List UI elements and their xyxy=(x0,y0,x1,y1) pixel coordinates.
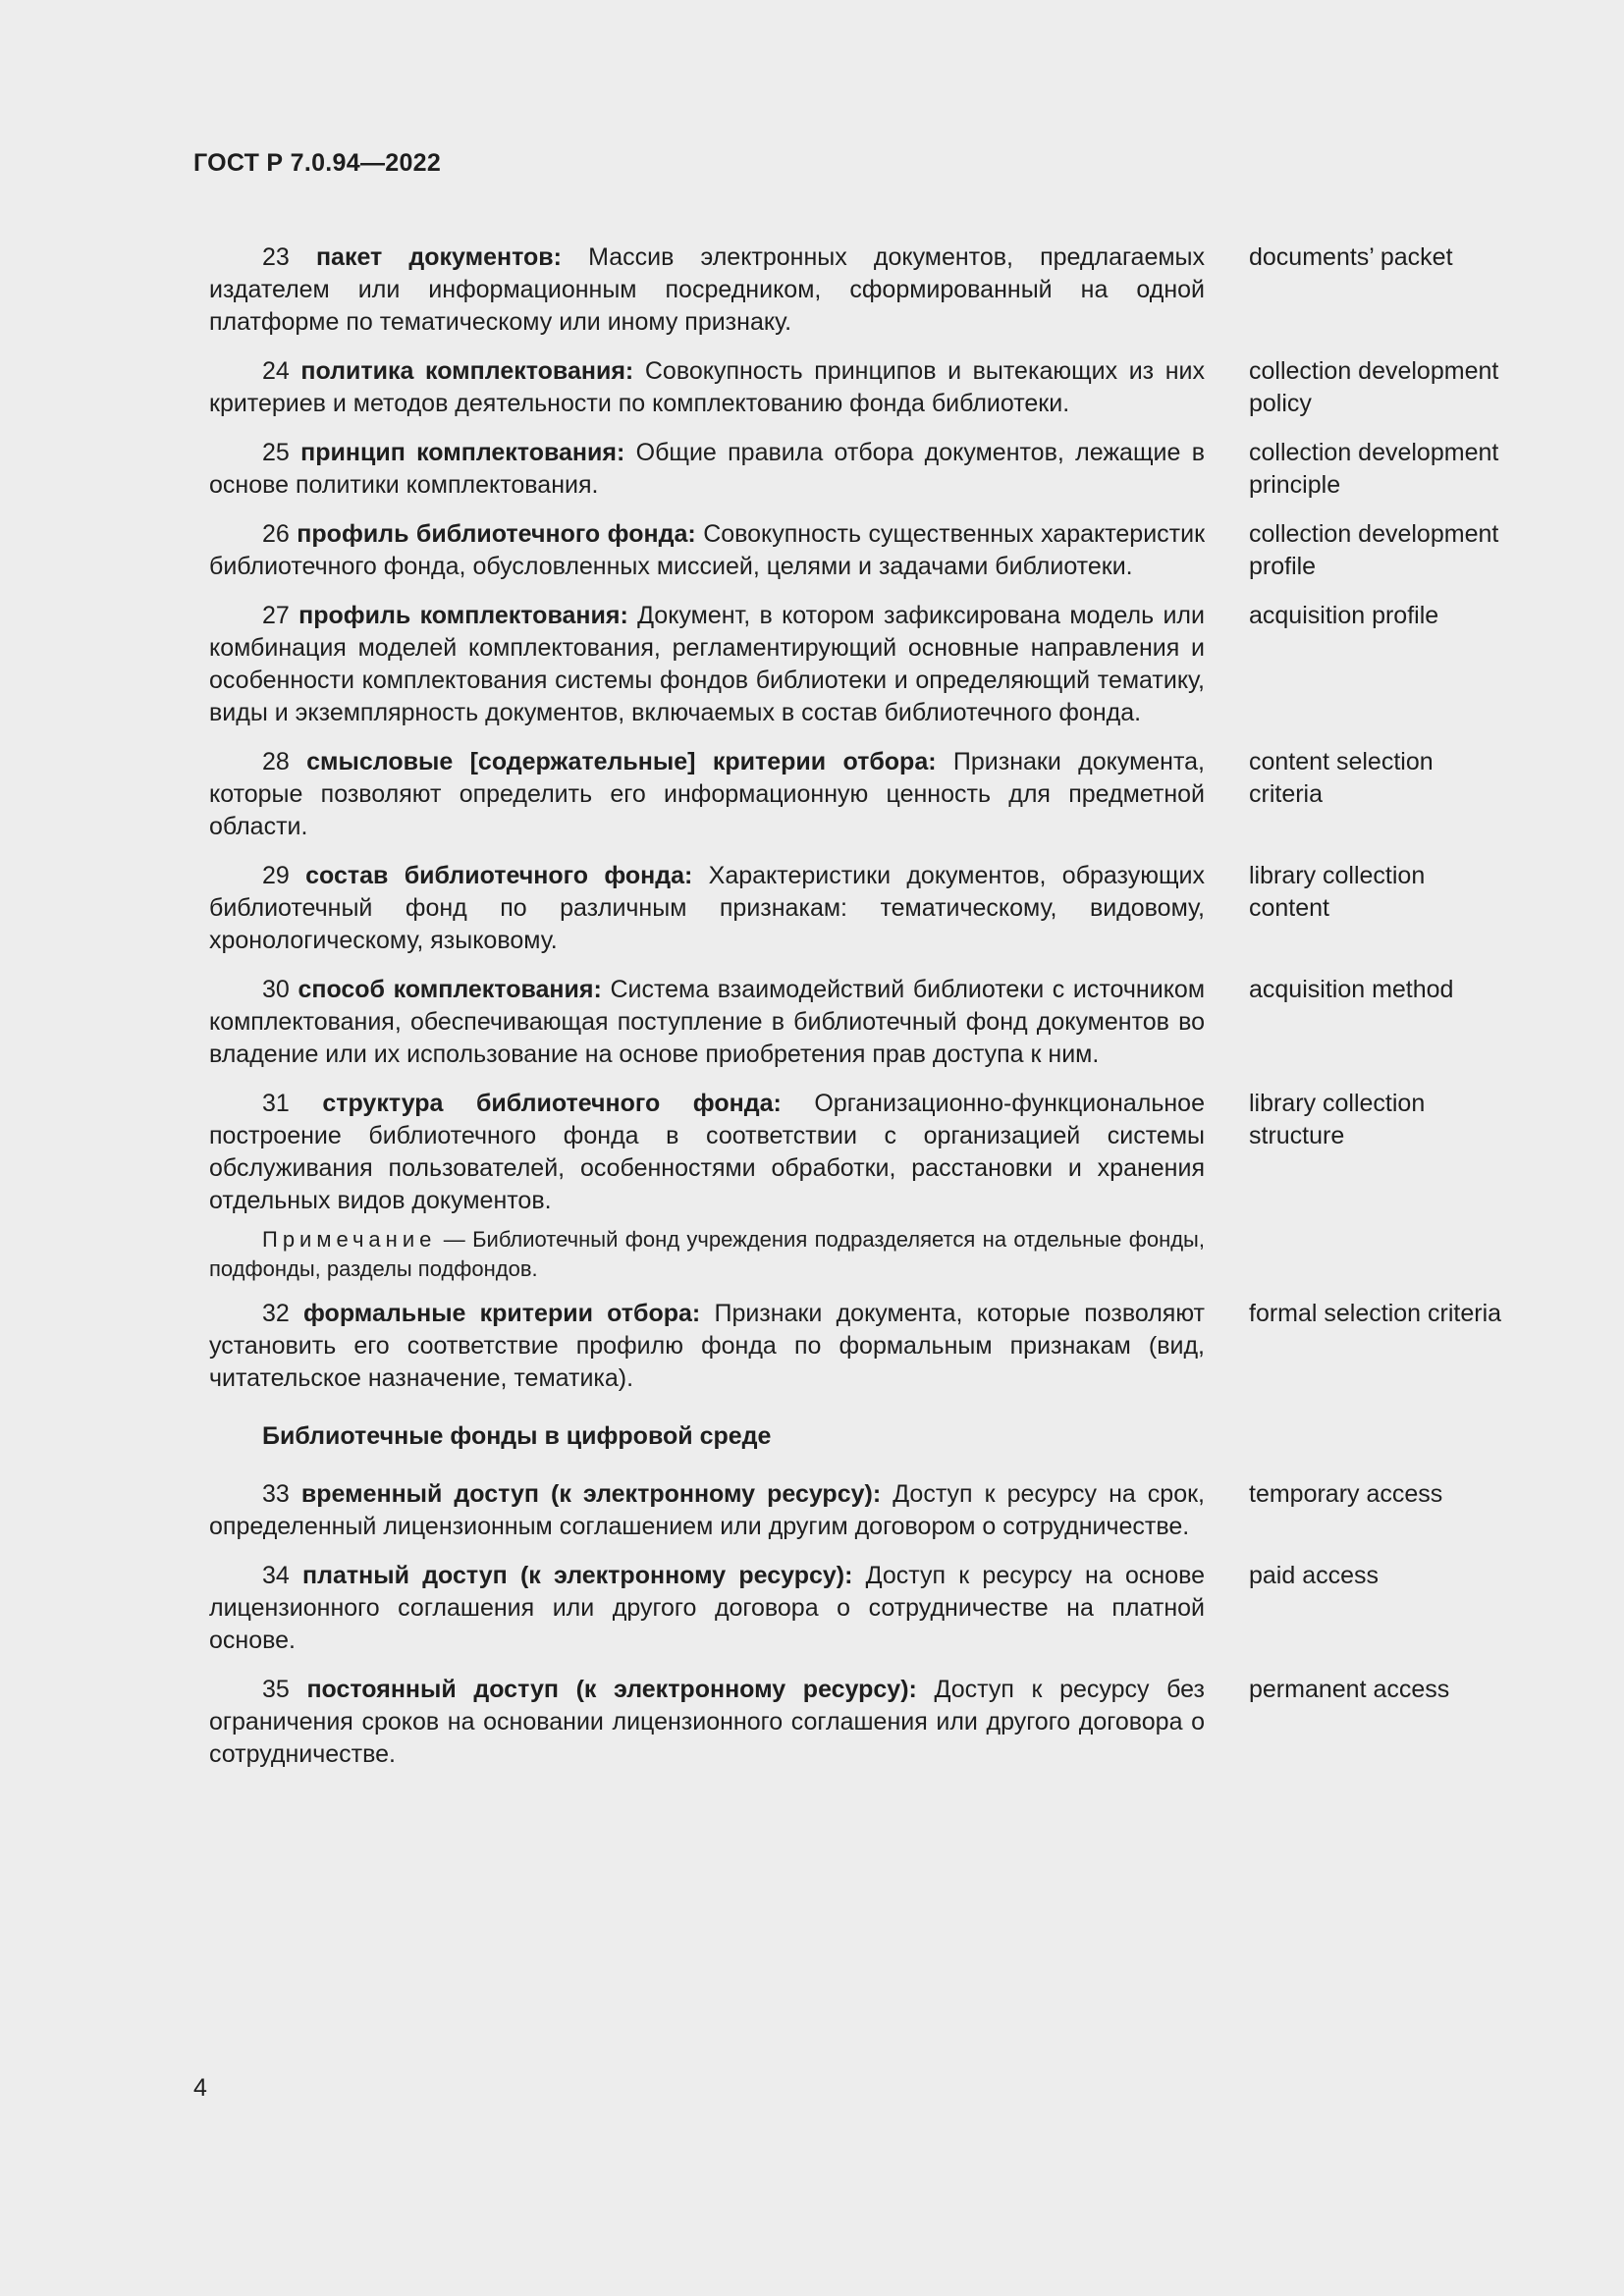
term-entry xyxy=(209,355,1499,420)
english-equivalent: documents’ packet xyxy=(1249,243,1453,271)
term-group-b xyxy=(209,1298,1502,1395)
term-group-c xyxy=(209,1478,1486,1771)
term-definition xyxy=(209,355,1205,420)
term-entry xyxy=(209,1478,1486,1543)
english-equivalent: library collection structure xyxy=(1249,1090,1426,1149)
term-entry xyxy=(209,241,1486,339)
term-number: 35 xyxy=(262,1676,290,1703)
term-number: 26 xyxy=(262,520,290,548)
term-entry xyxy=(209,860,1486,957)
term-group-a xyxy=(209,241,1499,1217)
term-name: политика комплектования: xyxy=(300,357,634,385)
note-text: — Библиотечный фонд учреждения подразделяется на отдельные фонды, подфонды, разделы подфондов. xyxy=(209,1227,1205,1281)
term-text: Совокупность принципов и вытекающих из них критериев и методов деятельности по комплектованию фонда библиотеки. xyxy=(209,357,1206,417)
term-text: Документ, в котором зафиксирована модель или комбинация моделей комплектования, регламентирующий основные направления и особенности комплектования системы фондов библиотеки и определяющий тематику, виды и экземплярность документов, включаемых в состав библиотечного фонда. xyxy=(209,602,1205,726)
term-text: Организационно-функциональное построение библиотечного фонда в соответствии с организацией системы обслуживания пользователей, особенностями обработки, расстановки и хранения отдельных видов документов. xyxy=(209,1090,1205,1214)
term-name: пакет документов: xyxy=(315,243,562,271)
term-name: временный доступ (к электронному ресурсу): xyxy=(300,1480,882,1508)
term-definition xyxy=(209,518,1205,583)
term-number: 29 xyxy=(262,862,290,889)
english-equivalent: permanent access xyxy=(1249,1676,1450,1703)
term-entry xyxy=(209,1560,1486,1657)
term-entry xyxy=(209,974,1486,1071)
term-name: состав библиотечного фонда: xyxy=(305,862,693,889)
english-equivalent: collection development profile xyxy=(1249,520,1499,580)
page-number: 4 xyxy=(193,2074,207,2102)
term-number: 32 xyxy=(262,1300,290,1327)
term-text: Доступ к ресурсу без ограничения сроков на основании лицензионного соглашения или другого договора о сотрудничестве. xyxy=(209,1676,1205,1768)
term-text: Доступ к ресурсу на срок, определенный лицензионным соглашением или другим договором о сотрудничестве. xyxy=(209,1480,1206,1540)
term-definition xyxy=(209,1088,1205,1217)
term-entry xyxy=(209,437,1499,502)
term-text: Система взаимодействий библиотеки с источником комплектования, обеспечивающая поступление в библиотечный фонд документов во владение или их использование на основе приобретения прав доступа к ним. xyxy=(209,976,1206,1068)
term-text: Совокупность существенных характеристик библиотечного фонда, обусловленных миссией, целями и задачами библиотеки. xyxy=(209,520,1206,580)
english-equivalent: paid access xyxy=(1249,1562,1380,1589)
english-equivalent: acquisition method xyxy=(1249,976,1454,1003)
term-definition xyxy=(209,1298,1205,1395)
term-number: 34 xyxy=(262,1562,290,1589)
term-name: формальные критерии отбора: xyxy=(303,1300,701,1327)
term-definition xyxy=(209,974,1205,1071)
term-name: принцип комплектования: xyxy=(300,439,625,466)
terms-content xyxy=(209,241,1502,1771)
english-equivalent: collection development principle xyxy=(1249,439,1499,499)
term-text: Массив электронных документов, предлагаемых издателем или информационным посредником, сформированный на одной платформе по тематическому или иному признаку. xyxy=(209,243,1206,336)
term-definition xyxy=(209,1674,1205,1771)
term-text: Признаки документа, которые позволяют определить его информационную ценность для предметной области. xyxy=(209,748,1205,840)
term-text: Доступ к ресурсу на основе лицензионного соглашения или другого договора о сотрудничестве на платной основе. xyxy=(209,1562,1205,1654)
term-number: 33 xyxy=(262,1480,290,1508)
section-title: Библиотечные фонды в цифровой среде xyxy=(262,1422,772,1450)
english-equivalent: library collection content xyxy=(1249,862,1426,922)
term-entry xyxy=(209,518,1499,583)
english-equivalent: formal selection criteria xyxy=(1249,1300,1502,1327)
term-name: смысловые [содержательные] критерии отбора: xyxy=(306,748,937,775)
document-header: ГОСТ Р 7.0.94—2022 xyxy=(193,149,442,177)
term-definition xyxy=(209,437,1205,502)
term-number: 25 xyxy=(262,439,290,466)
note-label: Примечание xyxy=(262,1227,437,1252)
term-name: способ комплектования: xyxy=(298,976,602,1003)
english-equivalent: collection development policy xyxy=(1249,357,1499,417)
term-definition xyxy=(209,1478,1205,1543)
term-entry xyxy=(209,600,1486,729)
term-definition xyxy=(209,746,1205,843)
term-name: профиль библиотечного фонда: xyxy=(297,520,696,548)
english-equivalent: acquisition profile xyxy=(1249,602,1439,629)
term-number: 24 xyxy=(262,357,290,385)
term-name: структура библиотечного фонда: xyxy=(322,1090,782,1117)
term-number: 30 xyxy=(262,976,290,1003)
term-number: 23 xyxy=(262,243,290,271)
term-entry xyxy=(209,1298,1502,1395)
term-definition xyxy=(209,241,1205,339)
term-text: Общие правила отбора документов, лежащие в основе политики комплектования. xyxy=(209,439,1205,499)
term-number: 31 xyxy=(262,1090,290,1117)
term-name: профиль комплектования: xyxy=(298,602,628,629)
note xyxy=(209,1225,1205,1284)
term-text: Признаки документа, которые позволяют установить его соответствие профилю фонда по формальным признакам (вид, читательское назначение, тематика). xyxy=(209,1300,1205,1392)
term-name: платный доступ (к электронному ресурсу): xyxy=(302,1562,853,1589)
term-definition xyxy=(209,860,1205,957)
term-entry xyxy=(209,746,1486,843)
term-definition xyxy=(209,600,1205,729)
term-text: Характеристики документов, образующих библиотечный фонд по различным признакам: тематическому, видовому, хронологическому, языковому. xyxy=(209,862,1206,954)
term-entry xyxy=(209,1088,1486,1217)
term-name: постоянный доступ (к электронному ресурсу): xyxy=(306,1676,917,1703)
term-number: 27 xyxy=(262,602,290,629)
english-equivalent: temporary access xyxy=(1249,1480,1443,1508)
term-definition xyxy=(209,1560,1205,1657)
english-equivalent: content selection criteria xyxy=(1249,748,1434,808)
term-entry xyxy=(209,1674,1486,1771)
term-number: 28 xyxy=(262,748,290,775)
